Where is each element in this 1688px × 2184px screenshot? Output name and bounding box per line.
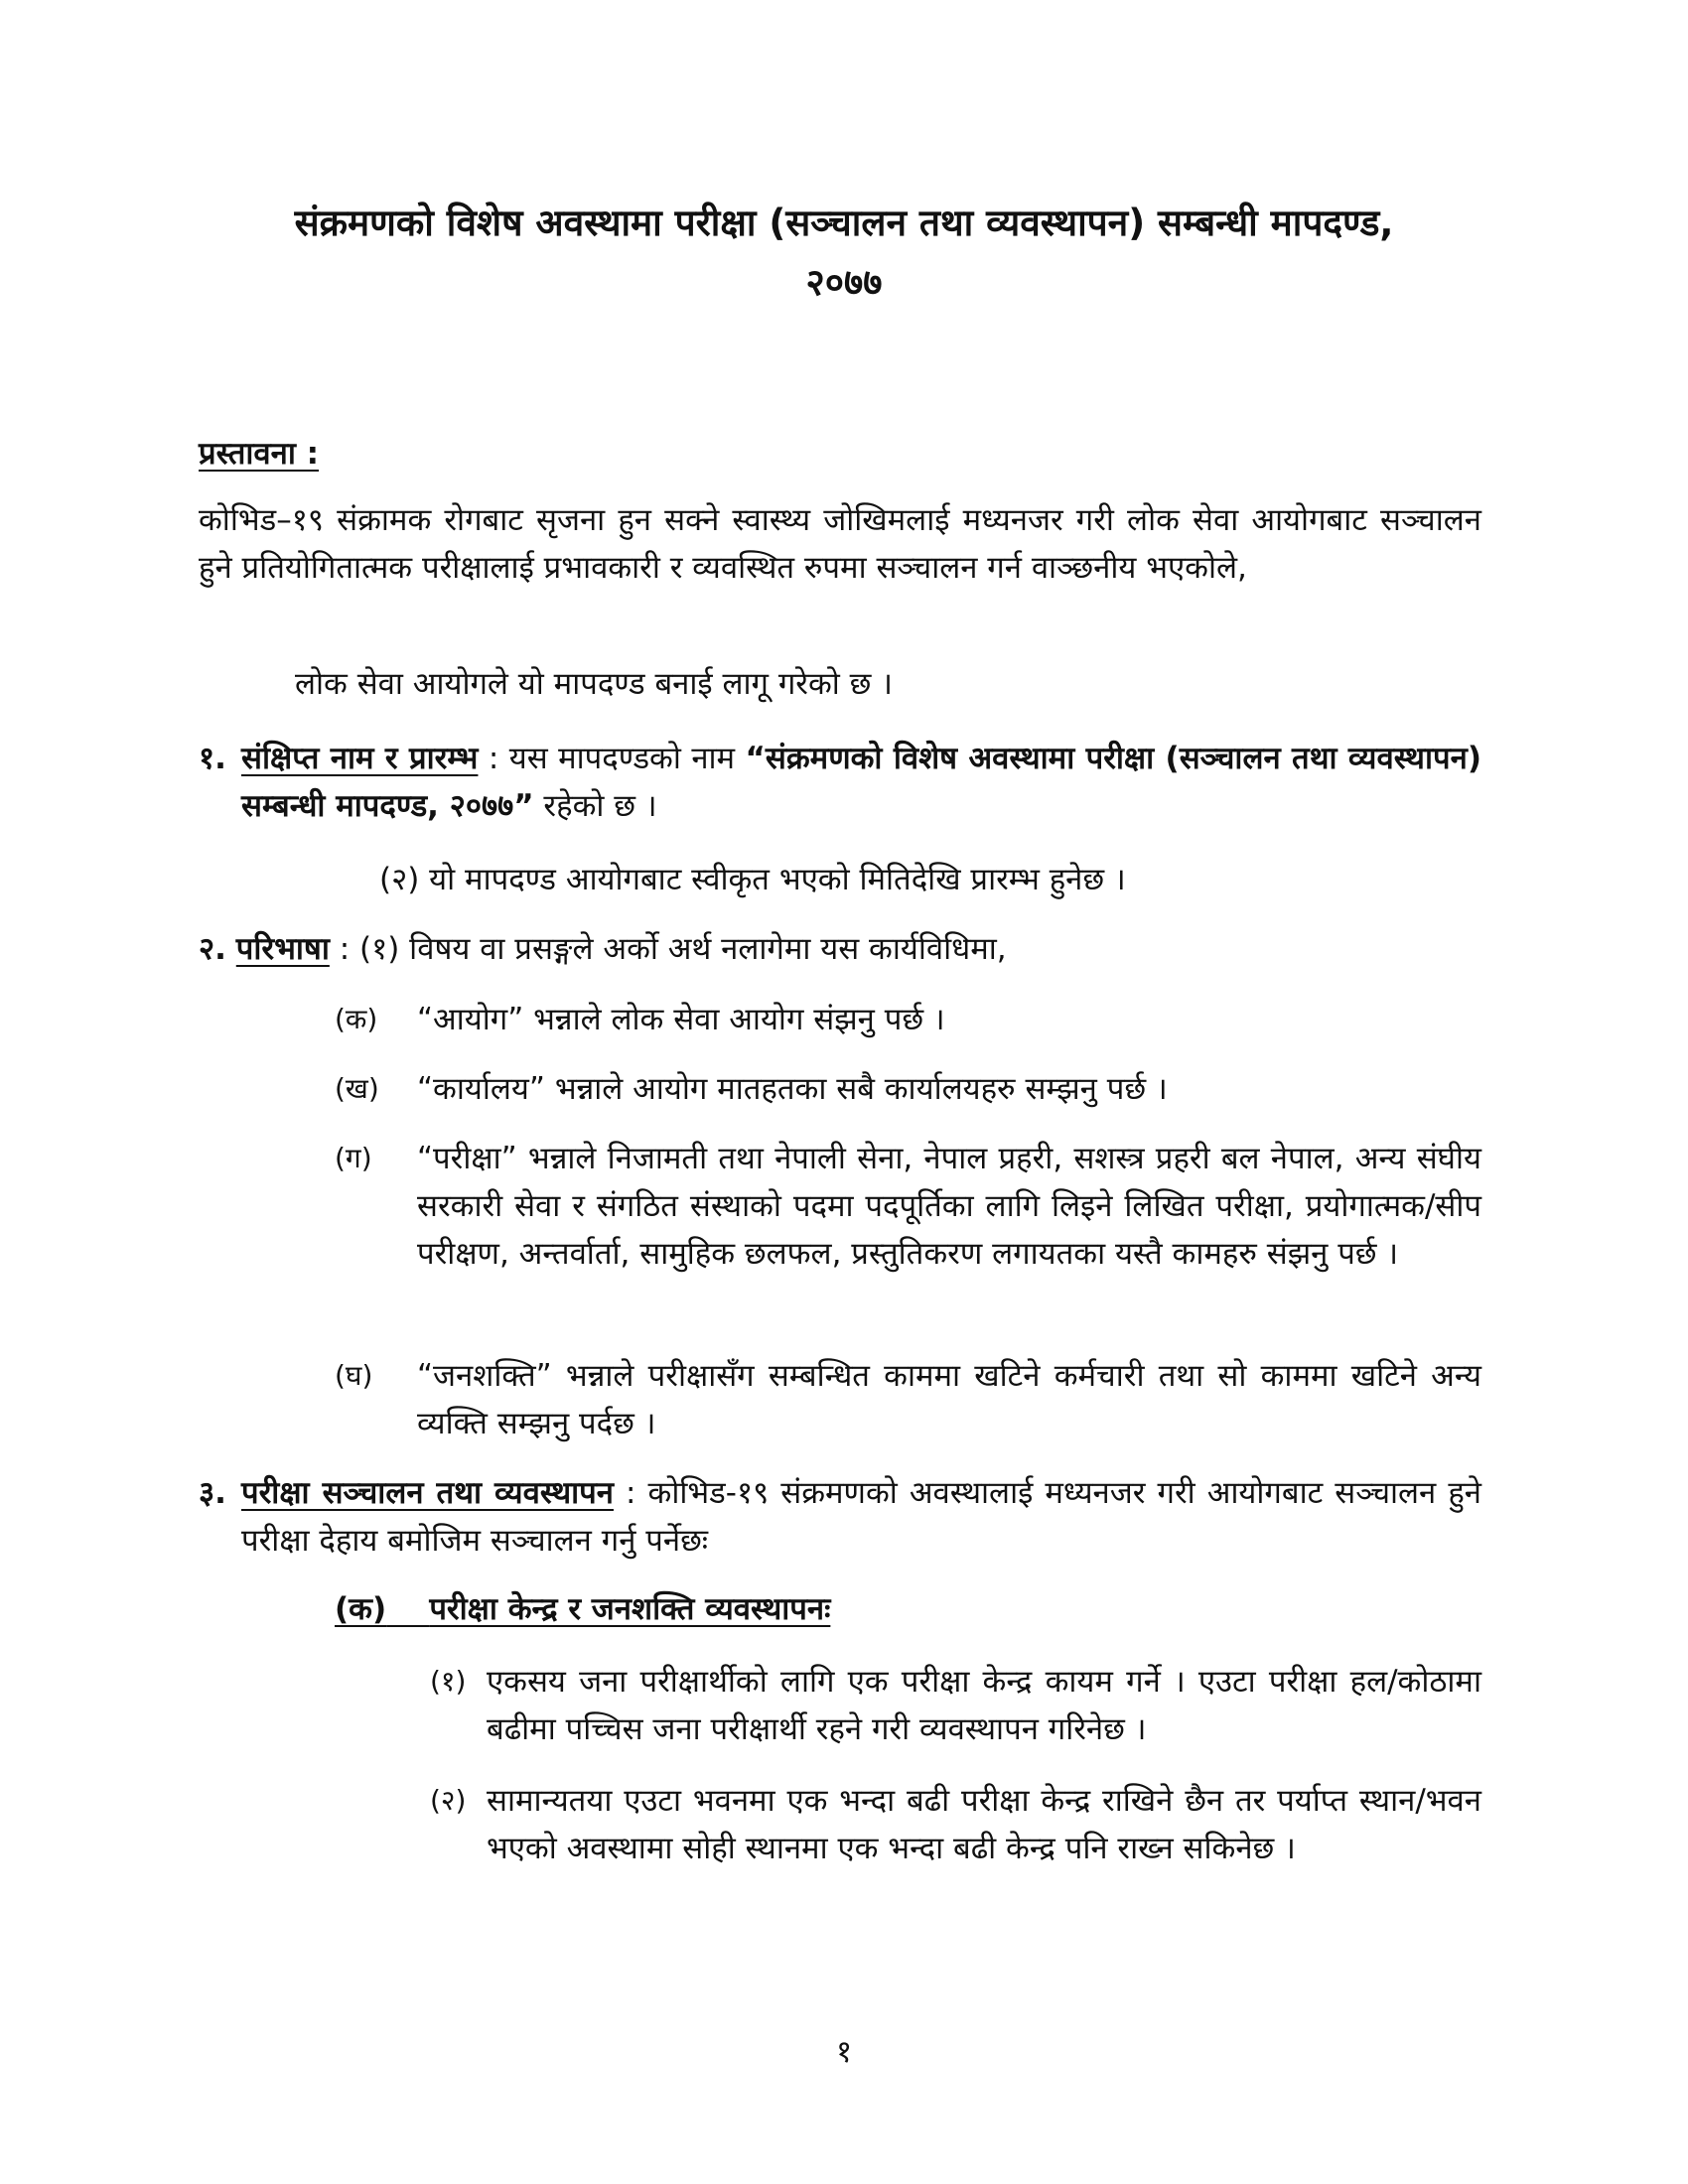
section-1-name: “संक्रमणको विशेष अवस्थामा परीक्षा (सञ्चालन तथा व्यवस्थापन) सम्बन्धी मापदण्ड, २०७७” (241, 741, 1481, 824)
section-3-intro: : कोभिड-१९ संक्रमणको अवस्थालाई मध्यनजर गरी आयोगबाट सञ्चालन हुने परीक्षा देहाय बमोजिम सञ्चालन गर्नु पर्नेछः (241, 1475, 1481, 1559)
section-1-sub-2: (२) यो मापदण्ड आयोगबाट स्वीकृत भएको मितिदेखि प्रारम्भ हुनेछ । (379, 862, 1126, 897)
section-3-heading: परीक्षा सञ्चालन तथा व्यवस्थापन (241, 1475, 614, 1511)
preamble-heading: प्रस्तावना : (199, 436, 320, 472)
section-1-sep: : (478, 741, 509, 776)
title-line-2: २०७७ (805, 261, 883, 304)
section-1-number: १. (199, 741, 226, 776)
title-line-1: संक्रमणको विशेष अवस्थामा परीक्षा (सञ्चालन तथा व्यवस्थापन) सम्बन्धी मापदण्ड, (294, 202, 1394, 244)
definition-label-ka: (क) (335, 1003, 378, 1035)
definition-pariksha: “परीक्षा” भन्नाले निजामती तथा नेपाली सेना, नेपाल प्रहरी, सशस्त्र प्रहरी बल नेपाल, अन्य संघीय सरकारी सेवा र संगठित संस्थाको पदमा पदपूर्तिका लागि लिइने लिखित परीक्षा, प्रयोगात्मक/सीप परीक्षण, अन्तर्वार्ता, सामुहिक छलफल, प्रस्तुतिकरण लगायतका यस्तै कामहरु संझनु पर्छ । (417, 1141, 1481, 1272)
section-3-item-label-1: (१) (430, 1665, 467, 1698)
definition-karyalaya: “कार्यालय” भन्नाले आयोग मातहतका सबै कार्यालयहरु सम्झनु पर्छ । (417, 1071, 1168, 1107)
section-3-item-2: सामान्यतया एउटा भवनमा एक भन्दा बढी परीक्षा केन्द्र राखिने छैन तर पर्याप्त स्थान/भवन भएको अवस्थामा सोही स्थानमा एक भन्दा बढी केन्द्र पनि राख्न सकिनेछ । (487, 1783, 1481, 1866)
section-3-body (241, 1469, 1481, 1565)
section-2-heading: परिभाषा (235, 931, 330, 967)
preamble-enactment: लोक सेवा आयोगले यो मापदण्ड बनाई लागू गरेको छ । (295, 666, 893, 702)
definition-janashakti: “जनशक्ति” भन्नाले परीक्षासँग सम्बन्धित काममा खटिने कर्मचारी तथा सो काममा खटिने अन्य व्यक्ति सम्झनु पर्दछ । (417, 1358, 1481, 1441)
definition-label-gha: (घ) (335, 1359, 373, 1392)
section-3-sub-heading (335, 1585, 830, 1633)
section-1-heading: संक्षिप्त नाम र प्रारम्भ (241, 741, 479, 776)
page-number: १ (835, 2034, 853, 2070)
section-2-line (199, 925, 1007, 973)
section-1-body (241, 735, 1481, 830)
section-3-sub-heading-text: परीक्षा केन्द्र र जनशक्ति व्यवस्थापनः (429, 1591, 831, 1627)
section-2-intro: : (१) विषय वा प्रसङ्गले अर्को अर्थ नलागेमा यस कार्यविधिमा, (329, 931, 1007, 967)
definition-label-ga: (ग) (335, 1142, 372, 1174)
preamble-paragraph: कोभिड–१९ संक्रामक रोगबाट सृजना हुन सक्ने स्वास्थ्य जोखिमलाई मध्यनजर गरी लोक सेवा आयोगबाट सञ्चालन हुने प्रतियोगितात्मक परीक्षालाई प्रभावकारी र व्यवस्थित रुपमा सञ्चालन गर्न वाञ्छनीय भएकोले, (199, 502, 1481, 586)
document-title (199, 194, 1489, 313)
section-1-text-after: रहेको छ । (533, 788, 657, 824)
definition-ayog: “आयोग” भन्नाले लोक सेवा आयोग संझनु पर्छ । (417, 1002, 945, 1037)
section-3-number: ३. (199, 1475, 226, 1511)
definition-label-kha: (ख) (335, 1072, 379, 1105)
section-1-text-before: यस मापदण्डको नाम (508, 741, 746, 776)
section-3-sub-heading-label: (क) (335, 1591, 387, 1627)
section-3-item-1: एकसय जना परीक्षार्थीको लागि एक परीक्षा केन्द्र कायम गर्ने । एउटा परीक्षा हल/कोठामा बढीमा पच्चिस जना परीक्षार्थी रहने गरी व्यवस्थापन गरिनेछ । (487, 1664, 1481, 1747)
section-2-number: २. (199, 931, 226, 967)
section-3-item-label-2: (२) (430, 1784, 467, 1817)
